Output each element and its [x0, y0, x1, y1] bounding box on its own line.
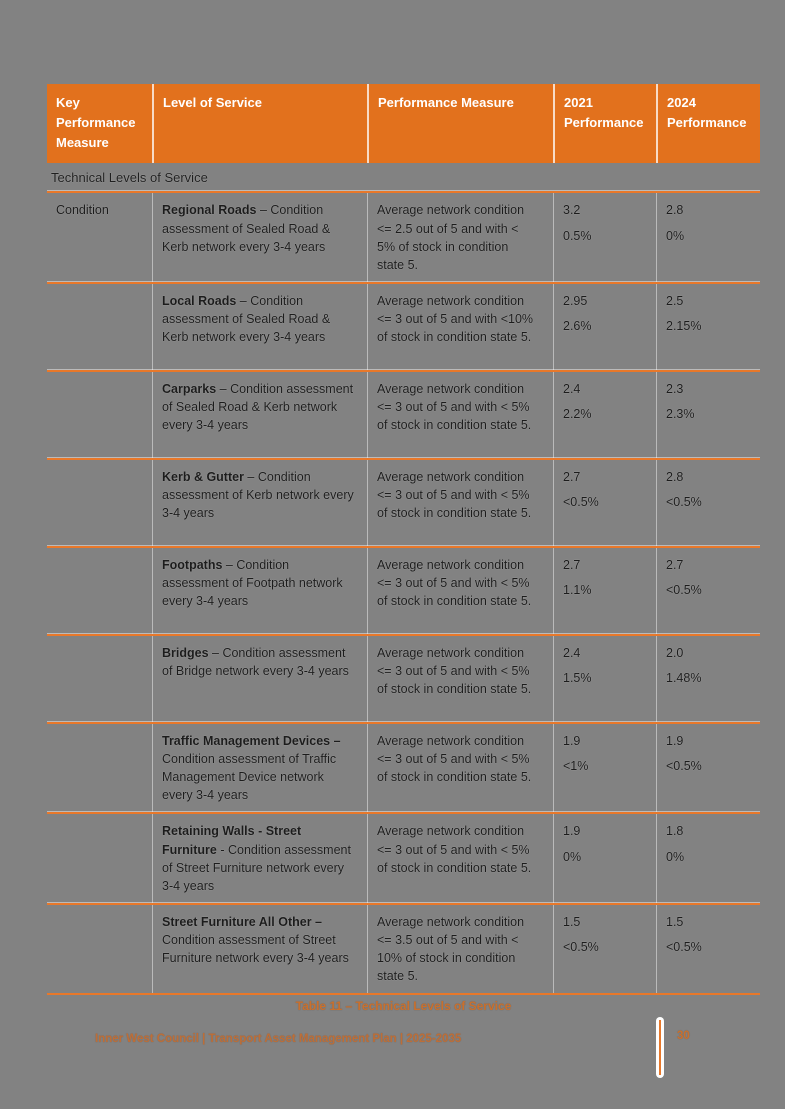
value-percent: <0.5% — [666, 940, 702, 955]
level-of-service-cell — [152, 548, 367, 634]
value-percent: 0% — [666, 228, 685, 243]
level-of-service-cell — [152, 372, 367, 458]
asset-name: Local Roads — [162, 293, 237, 308]
performance-measure-cell: Average network condition <= 3 out of 5 and with < 5% of stock in condition state 5. — [367, 460, 553, 546]
asset-name: Kerb & Gutter — [162, 469, 244, 484]
value-condition: 2.4 — [563, 645, 581, 660]
page-number-divider — [656, 1017, 664, 1078]
kpm-cell — [47, 814, 152, 903]
value-percent: <0.5% — [563, 495, 599, 510]
los-description: – Condition assessment of Bridge network every 3-4 years — [162, 645, 349, 679]
value-condition: 1.9 — [563, 824, 581, 839]
level-of-service-cell — [152, 460, 367, 546]
value-condition: 2.8 — [666, 469, 684, 484]
technical-levels-of-service-table — [47, 84, 760, 1013]
performance-measure-cell: Average network condition <= 3 out of 5 and with < 5% of stock in condition state 5. — [367, 636, 553, 722]
performance-2021-cell — [553, 724, 656, 813]
kpm-cell — [47, 284, 152, 370]
performance-measure-cell: Average network condition <= 3 out of 5 and with < 5% of stock in condition state 5. — [367, 814, 553, 903]
value-percent: 2.3% — [666, 407, 695, 422]
kpm-cell: Condition — [56, 203, 109, 218]
performance-2021-cell — [553, 193, 656, 282]
value-condition: 2.7 — [666, 557, 684, 572]
table-row-footpaths — [47, 546, 760, 634]
value-percent: <0.5% — [563, 940, 599, 955]
value-percent: 2.6% — [563, 319, 592, 334]
table-row-retaining-walls-street-furniture — [47, 812, 760, 903]
performance-2021-cell — [553, 460, 656, 546]
table-body — [47, 191, 760, 995]
performance-2024-cell — [656, 636, 760, 722]
section-title: Technical Levels of Service — [51, 170, 208, 186]
value-percent: 1.1% — [563, 583, 592, 598]
value-percent: 0.5% — [563, 228, 592, 243]
value-condition: 2.7 — [563, 557, 581, 572]
value-condition: 1.8 — [666, 824, 684, 839]
performance-2021-cell — [553, 905, 656, 994]
kpm-cell — [47, 548, 152, 634]
los-description: - Condition assessment of Street Furniture network every 3-4 years — [162, 842, 351, 893]
asset-name: Traffic Management Devices – — [162, 733, 341, 748]
header-key-performance-measure: Key Performance Measure — [56, 95, 136, 151]
table-row-bridges — [47, 634, 760, 722]
performance-2024-cell — [656, 372, 760, 458]
table-row-street-furniture-all-other — [47, 903, 760, 994]
value-condition: 1.5 — [666, 914, 684, 929]
value-percent: <0.5% — [666, 583, 702, 598]
header-performance-measure: Performance Measure — [367, 84, 553, 163]
los-description: – Condition assessment of Footpath network every 3-4 years — [162, 557, 343, 609]
value-condition: 2.95 — [563, 293, 588, 308]
value-percent: 1.5% — [563, 671, 592, 686]
los-description: Condition assessment of Traffic Management Device network every 3-4 years — [162, 752, 337, 803]
asset-name: Retaining Walls - Street Furniture — [162, 824, 302, 857]
value-condition: 1.9 — [666, 733, 684, 748]
value-condition: 2.5 — [666, 293, 684, 308]
performance-measure-cell: Average network condition <= 3 out of 5 and with < 5% of stock in condition state 5. — [367, 372, 553, 458]
value-percent: 2.2% — [563, 407, 592, 422]
value-percent: <0.5% — [666, 495, 702, 510]
table-caption: Table 11 – Technical Levels of Service — [295, 999, 512, 1014]
table-header-row — [47, 84, 760, 163]
value-condition: 2.7 — [563, 469, 581, 484]
level-of-service-cell — [152, 814, 367, 903]
table-row-traffic-management-devices — [47, 722, 760, 813]
value-percent: 0% — [563, 849, 582, 864]
value-percent: 1.48% — [666, 671, 702, 686]
kpm-cell — [47, 724, 152, 813]
level-of-service-cell — [152, 636, 367, 722]
performance-measure-cell: Average network condition <= 3 out of 5 and with < 5% of stock in condition state 5. — [367, 548, 553, 634]
value-percent: <0.5% — [666, 759, 702, 774]
level-of-service-cell — [152, 284, 367, 370]
performance-2021-cell — [553, 284, 656, 370]
header-level-of-service: Level of Service — [152, 84, 367, 163]
performance-2024-cell — [656, 905, 760, 994]
los-description: – Condition assessment of Sealed Road & Kerb network every 3-4 years — [162, 293, 331, 345]
los-description: – Condition assessment of Kerb network every 3-4 years — [162, 469, 354, 521]
kpm-cell — [47, 460, 152, 546]
level-of-service-cell — [152, 905, 367, 994]
value-condition: 2.4 — [563, 381, 581, 396]
kpm-cell — [47, 636, 152, 722]
level-of-service-cell — [152, 193, 367, 282]
value-condition: 1.9 — [563, 733, 581, 748]
footer-document-title: Inner West Council | Transport Asset Management Plan | 2025-2035 — [95, 1033, 462, 1045]
performance-measure-cell: Average network condition <= 3 out of 5 and with < 5% of stock in condition state 5. — [367, 724, 553, 813]
value-percent: <1% — [563, 759, 589, 774]
value-condition: 2.8 — [666, 203, 684, 218]
performance-2021-cell — [553, 636, 656, 722]
performance-2024-cell — [656, 284, 760, 370]
performance-measure-cell: Average network condition <= 3.5 out of 5 and with < 10% of stock in condition state 5. — [367, 905, 553, 994]
performance-2024-cell — [656, 460, 760, 546]
asset-name: Bridges — [162, 645, 209, 660]
kpm-cell — [47, 372, 152, 458]
asset-name: Carparks — [162, 381, 217, 396]
los-description: Condition assessment of Street Furniture network every 3-4 years — [162, 933, 349, 966]
table-row-carparks — [47, 370, 760, 458]
value-percent: 0% — [666, 849, 685, 864]
kpm-cell — [47, 905, 152, 994]
asset-name: Regional Roads — [162, 203, 257, 218]
header-2024-performance: 2024 Performance — [656, 84, 760, 163]
performance-2021-cell — [553, 372, 656, 458]
value-condition: 2.3 — [666, 381, 684, 396]
value-condition: 1.5 — [563, 914, 581, 929]
table-row-kerb-gutter — [47, 458, 760, 546]
performance-2021-cell — [553, 548, 656, 634]
asset-name: Street Furniture All Other – — [162, 914, 322, 929]
performance-2024-cell — [656, 548, 760, 634]
table-row-local-roads — [47, 282, 760, 370]
performance-2024-cell — [656, 724, 760, 813]
value-condition: 3.2 — [563, 203, 581, 218]
los-description: – Condition assessment of Sealed Road & Kerb network every 3-4 years — [162, 381, 354, 433]
performance-2021-cell — [553, 814, 656, 903]
performance-2024-cell — [656, 193, 760, 282]
value-percent: 2.15% — [666, 319, 702, 334]
page-number: 30 — [677, 1030, 690, 1042]
value-condition: 2.0 — [666, 645, 684, 660]
los-description: – Condition assessment of Sealed Road & Kerb network every 3-4 years — [162, 203, 331, 254]
table-row-regional-roads — [47, 191, 760, 282]
performance-2024-cell — [656, 814, 760, 903]
asset-name: Footpaths — [162, 557, 223, 572]
performance-measure-cell: Average network condition <= 2.5 out of 5 and with < 5% of stock in condition state 5. — [367, 193, 553, 282]
level-of-service-cell — [152, 724, 367, 813]
header-2021-performance: 2021 Performance — [553, 84, 656, 163]
performance-measure-cell: Average network condition <= 3 out of 5 and with <10% of stock in condition state 5. — [367, 284, 553, 370]
